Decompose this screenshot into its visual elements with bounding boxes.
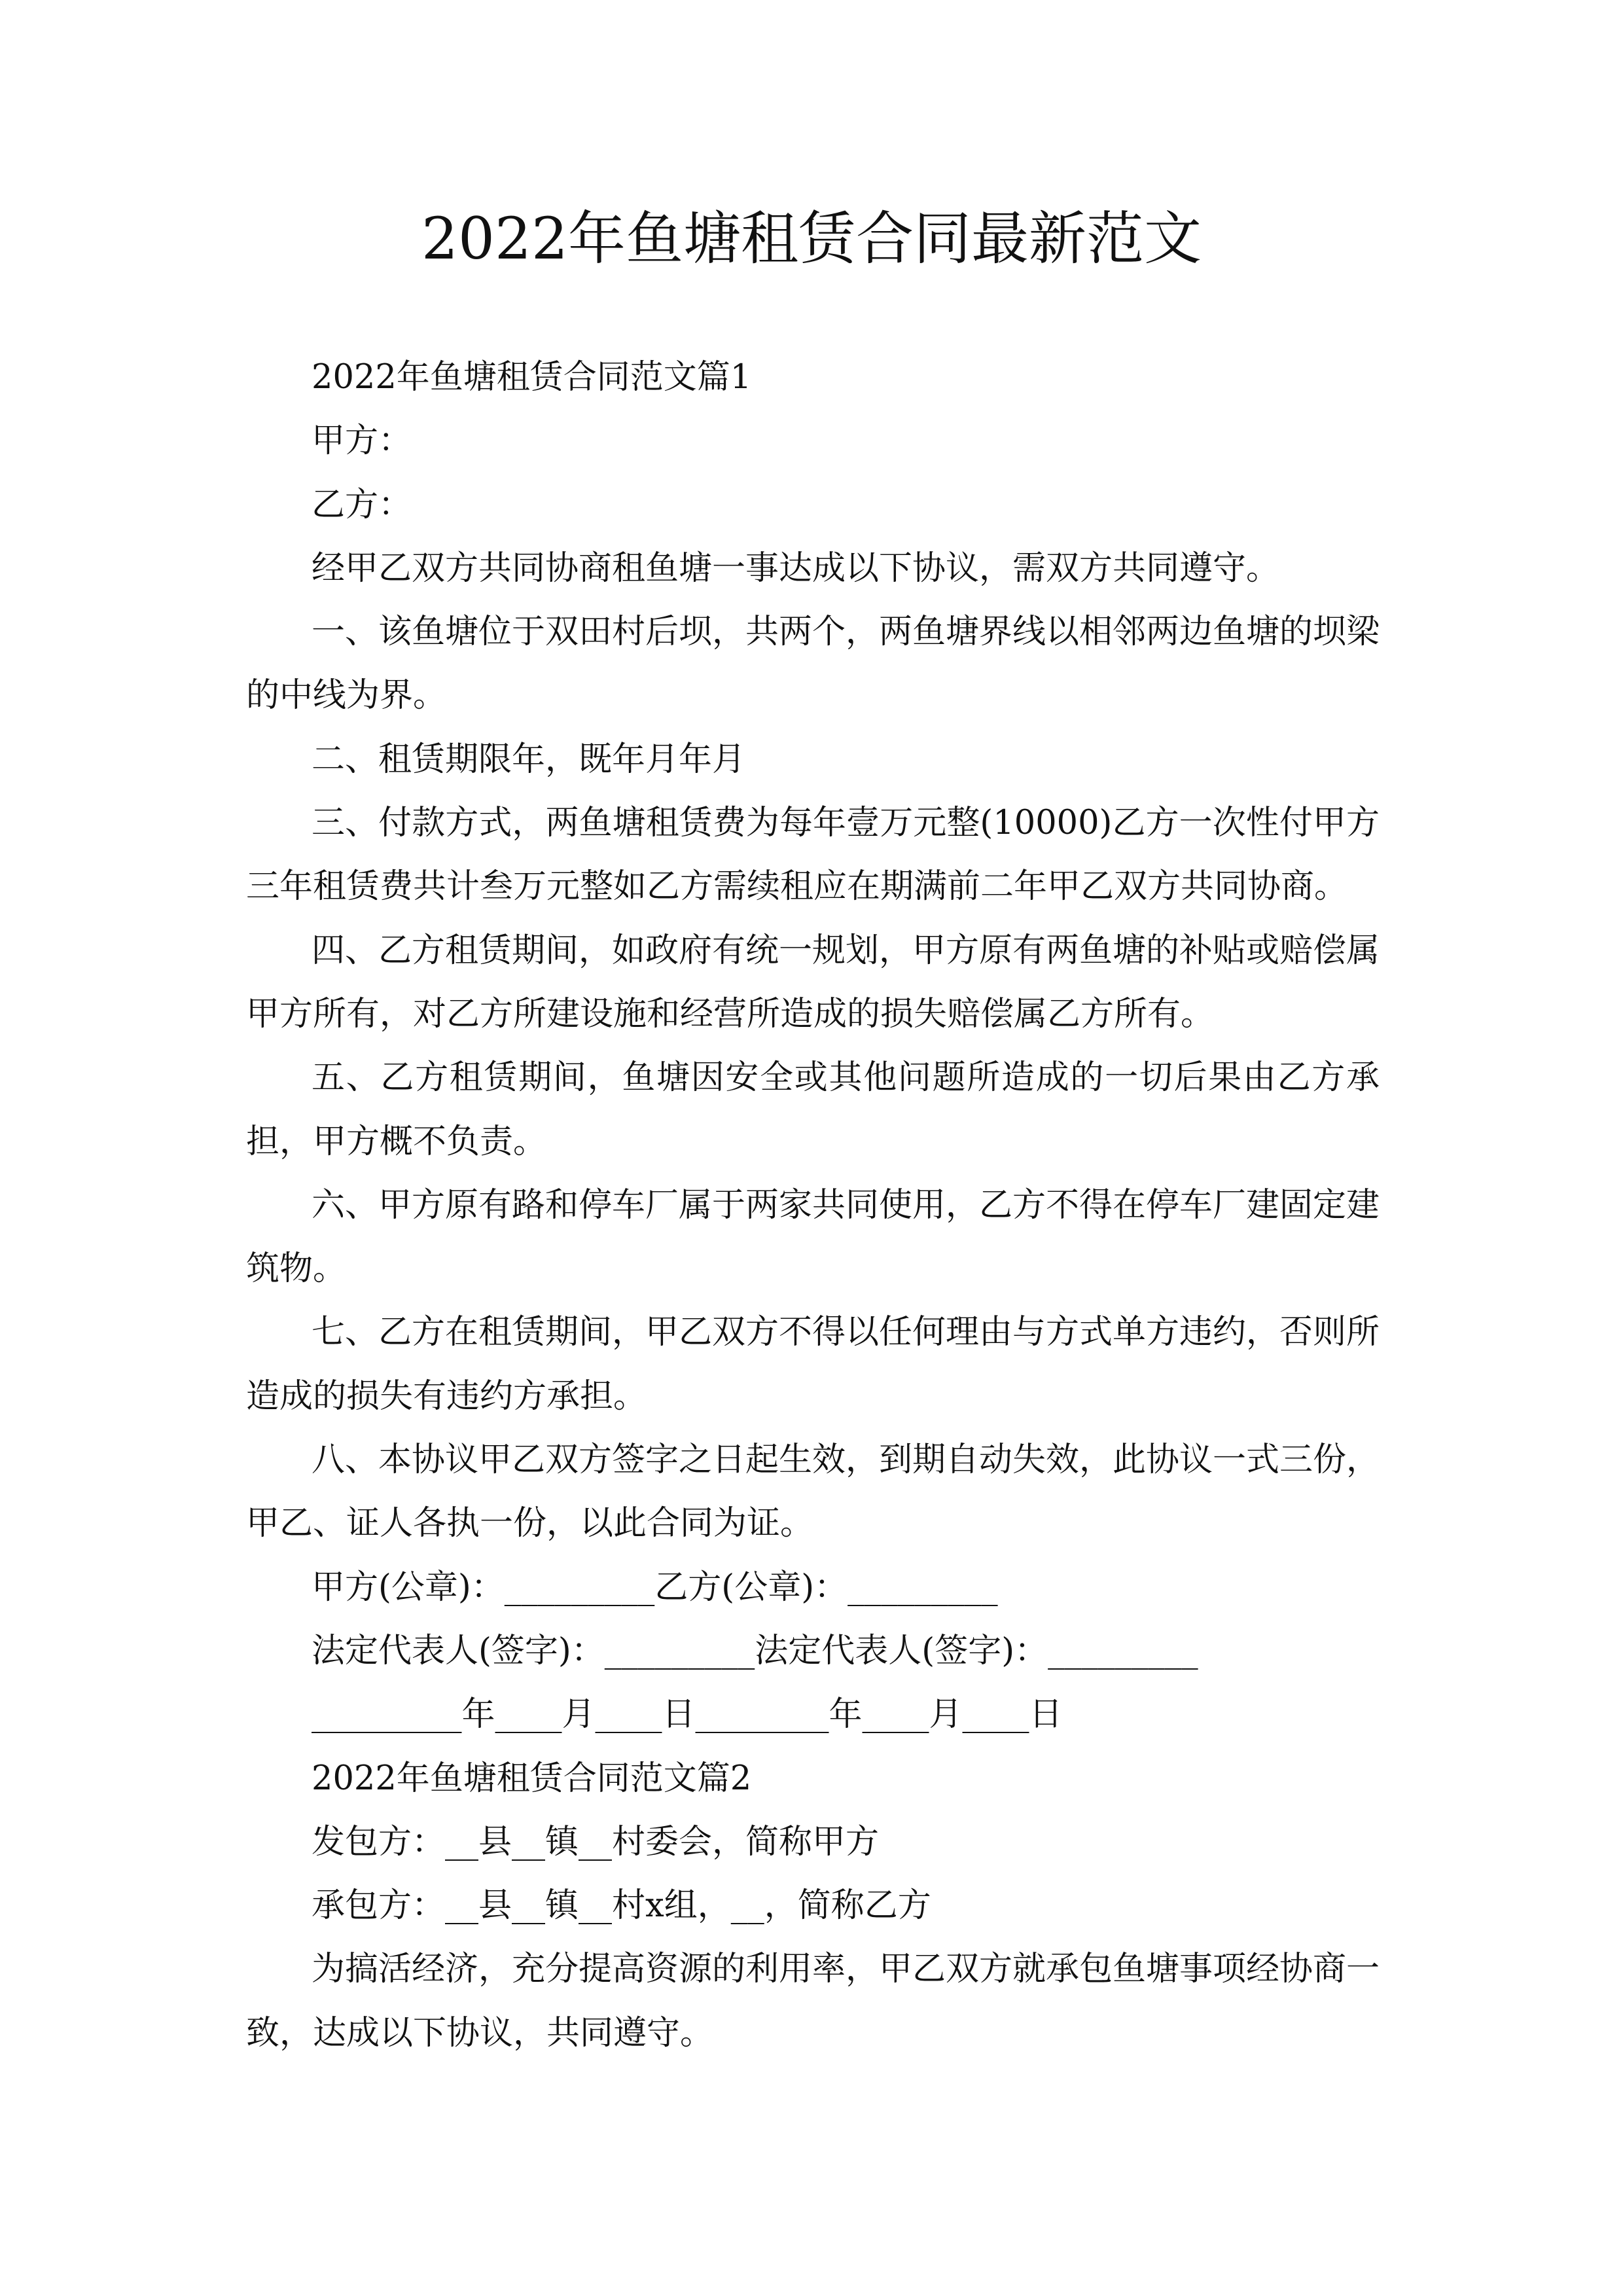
clause-2: 二、租赁期限年，既年月年月 [312, 740, 746, 779]
preamble-2: 为搞活经济，充分提高资源的利用率，甲乙双方就承包鱼塘事项经协商一致，达成以下协议，共同遵守。 [246, 1950, 1380, 2053]
clause-8: 八、本协议甲乙双方签字之日起生效，到期自动失效，此协议一式三份，甲乙、证人各执一份，以此合同为证。 [246, 1441, 1380, 1543]
party-a-line: 甲方： [312, 422, 412, 461]
contractee-line: 承包方：__县__镇__村x组，__，简称乙方 [312, 1886, 931, 1926]
section-heading-2: 2022年鱼塘租赁合同范文篇2 [312, 1759, 752, 1798]
clause-1: 一、该鱼塘位于双田村后坝，共两个，两鱼塘界线以相邻两边鱼塘的坝梁的中线为界。 [246, 613, 1380, 715]
preamble: 经甲乙双方共同协商租鱼塘一事达成以下协议，需双方共同遵守。 [312, 548, 1280, 588]
document-title: 2022年鱼塘租赁合同最新范文 [421, 205, 1202, 272]
section-heading-1: 2022年鱼塘租赁合同范文篇1 [312, 358, 752, 397]
party-b-line: 乙方： [312, 485, 412, 524]
clause-5: 五、乙方租赁期间，鱼塘因安全或其他问题所造成的一切后果由乙方承担，甲方概不负责。 [246, 1058, 1380, 1161]
contractor-line: 发包方：__县__镇__村委会，简称甲方 [312, 1822, 880, 1861]
date-line: _________年____月____日________年____月____日 [312, 1695, 1063, 1734]
clause-4: 四、乙方租赁期间，如政府有统一规划，甲方原有两鱼塘的补贴或赔偿属甲方所有，对乙方所建设施和经营所造成的损失赔偿属乙方所有。 [246, 931, 1380, 1033]
clause-6: 六、甲方原有路和停车厂属于两家共同使用，乙方不得在停车厂建固定建筑物。 [246, 1185, 1380, 1289]
clause-7: 七、乙方在租赁期间，甲乙双方不得以任何理由与方式单方违约，否则所造成的损失有违约方承担。 [246, 1313, 1380, 1416]
document-body [246, 346, 1380, 2065]
clause-3: 三、付款方式，两鱼塘租赁费为每年壹万元整(10000)乙方一次性付甲方三年租赁费共计叁万元整如乙方需续租应在期满前二年甲乙双方共同协商。 [246, 804, 1380, 906]
signature-line: 法定代表人(签字)：_________法定代表人(签字)：_________ [312, 1631, 1198, 1670]
seal-line: 甲方(公章)：_________乙方(公章)：_________ [312, 1568, 998, 1607]
